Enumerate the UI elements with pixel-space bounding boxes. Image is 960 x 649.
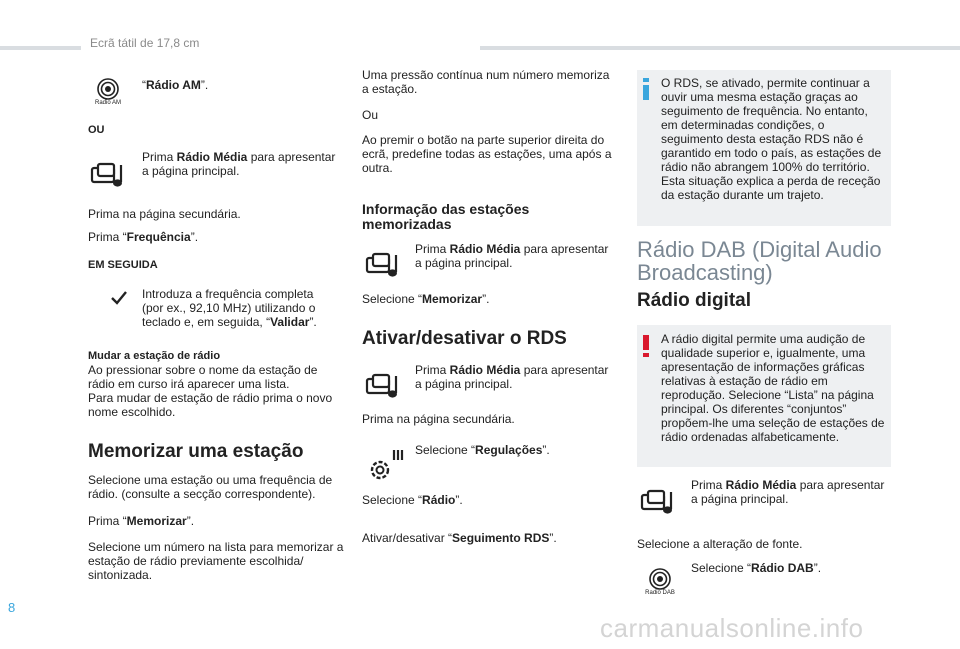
memorize-press-text: Prima “Memorizar”. — [88, 514, 195, 528]
digital-radio-heading: Rádio digital — [637, 290, 751, 311]
info-heading: Informação das estações memorizadas — [362, 201, 530, 232]
toggle-rds-text: Ativar/desativar “Seguimento RDS”. — [362, 531, 557, 545]
radio-am-icon — [91, 78, 125, 106]
top-right-button-text: Ao premir o botão na parte superior direita do ecrã, predefine todas as estações, uma após a outra. — [362, 133, 612, 175]
secondary-page-text-2: Prima na página secundária. — [362, 412, 515, 426]
select-memorize-text: Selecione “Memorizar”. — [362, 292, 490, 306]
radio-media-icon — [365, 252, 403, 280]
memorize-select-text: Selecione um número na lista para memorizar a estação de rádio previamente escolhida/ sintonizada. — [88, 540, 344, 582]
rds-info-text: O RDS, se ativado, permite continuar a ouvir uma mesma estação graças ao seguimento de frequência. No entanto, em determinadas condições, o seguimento desta estação RDS não é garantido em todo o país, as estações de rádio não abrangem 100% do território. Esta situação explica a perda de receção da estação durante um trajeto. — [661, 76, 882, 202]
watermark: carmanualsonline.info — [600, 613, 864, 643]
radio-dab-text: Selecione “Rádio DAB”. — [691, 561, 822, 575]
dab-heading-line-2: Broadcasting) — [637, 260, 773, 285]
memorize-heading: Memorizar uma estação — [88, 441, 304, 462]
dab-heading — [637, 238, 882, 284]
memorize-intro: Selecione uma estação ou uma frequência de rádio. (consulte a secção correspondente). — [88, 473, 333, 501]
change-station-line-2: rádio em curso irá aparecer uma lista. — [88, 377, 290, 391]
long-press-text: Uma pressão contínua num número memoriza a estação. — [362, 68, 610, 96]
select-radio-text: Selecione “Rádio”. — [362, 493, 463, 507]
change-station-line-4: nome escolhido. — [88, 405, 176, 419]
rds-info-box — [637, 70, 891, 226]
radio-dab-icon — [643, 568, 677, 596]
source-change-text: Selecione a alteração de fonte. — [637, 537, 803, 551]
or-label: OU — [88, 124, 105, 136]
frequency-text: Prima “Frequência”. — [88, 230, 199, 244]
header-bar-left — [0, 46, 81, 50]
then-label: EM SEGUIDA — [88, 259, 158, 271]
secondary-page-text: Prima na página secundária. — [88, 207, 241, 221]
radio-am-text: “Rádio AM”. — [142, 78, 209, 92]
page-number: 8 — [8, 600, 16, 615]
warning-icon — [643, 335, 649, 362]
change-station-block — [88, 349, 348, 419]
dab-heading-line-1: Rádio DAB (Digital Audio — [637, 237, 882, 262]
settings-icon — [366, 448, 406, 484]
digital-info-box — [637, 325, 891, 467]
media-text-4: Prima Rádio Média para apresentar a página principal. — [691, 478, 885, 506]
validate-text: Introduza a frequência completa (por ex., 92,10 MHz) utilizando o teclado e, em seguida, “Validar”. — [142, 287, 317, 329]
check-icon — [110, 290, 128, 306]
radio-media-icon — [90, 162, 128, 190]
change-station-title: Mudar a estação de rádio — [88, 350, 221, 362]
change-station-line-3: Para mudar de estação de rádio prima o novo — [88, 391, 333, 405]
radio-media-icon — [365, 373, 403, 401]
info-icon — [643, 78, 649, 105]
header-bar-right — [480, 46, 960, 50]
radio-am-icon-label: Radio AM — [94, 100, 121, 106]
media-text-2: Prima Rádio Média para apresentar a página principal. — [415, 242, 609, 270]
radio-dab-icon-label: Radio DAB — [645, 590, 675, 596]
rds-heading: Ativar/desativar o RDS — [362, 328, 567, 349]
radio-media-icon — [640, 489, 678, 517]
or-text: Ou — [362, 108, 379, 122]
media-text-3: Prima Rádio Média para apresentar a página principal. — [415, 363, 609, 391]
chapter-title: Ecrã tátil de 17,8 cm — [90, 36, 200, 50]
media-text-1: Prima Rádio Média para apresentar a página principal. — [142, 150, 336, 178]
digital-info-text: A rádio digital permite uma audição de qualidade superior e, igualmente, uma apresentação de informações gráficas relativas à estação de rádio em reprodução. Selecione “Lista” na página principal. Os diferentes “conjuntos” propõem-lhe uma seleção de estações de rádio ordenadas alfabeticamente. — [661, 332, 885, 444]
change-station-line-1: Ao pressionar sobre o nome da estação de — [88, 363, 318, 377]
settings-text: Selecione “Regulações”. — [415, 443, 550, 457]
